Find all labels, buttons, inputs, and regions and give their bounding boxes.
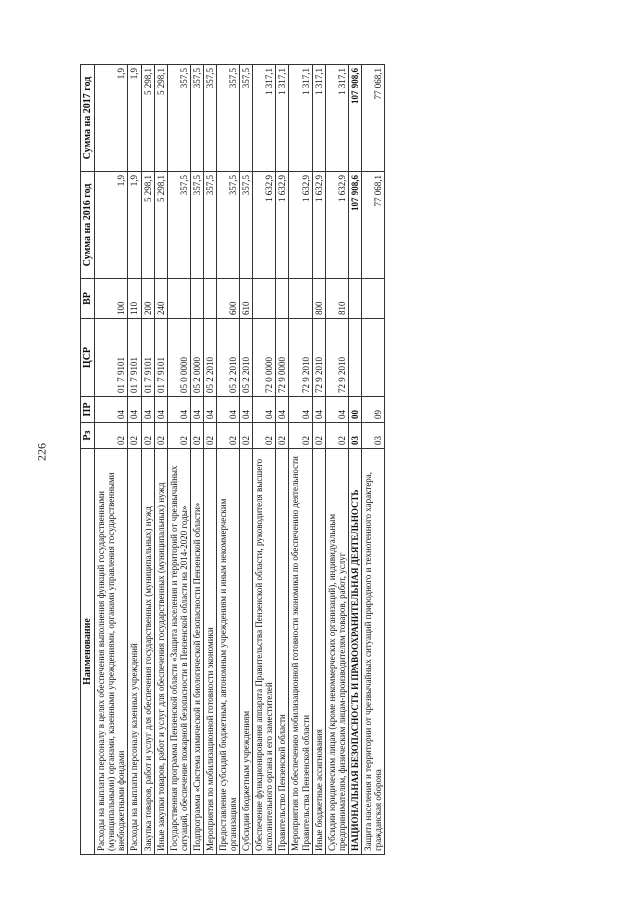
table-row (95, 65, 128, 855)
row-name: Подпрограмма «Система химической и биологической безопасности Пензенской области» (190, 449, 203, 855)
row-vr: 600 (216, 279, 239, 319)
row-sum-2017: 1,9 (95, 65, 128, 172)
row-rz: 02 (276, 423, 289, 449)
row-sum-2017: 357,5 (240, 65, 253, 172)
budget-table (80, 64, 385, 855)
row-csr: 72 0 0000 (253, 319, 276, 397)
row-rz: 02 (253, 423, 276, 449)
header-vr: ВР (81, 279, 95, 319)
row-vr (203, 279, 216, 319)
row-csr: 05 0 0000 (167, 319, 190, 397)
table-row (361, 65, 384, 855)
row-pr: 04 (190, 397, 203, 423)
row-name: Мероприятия по мобилизационной готовности экономики (203, 449, 216, 855)
header-rz: Рз (81, 423, 95, 449)
row-sum-2016: 107 908,6 (348, 172, 361, 279)
row-sum-2017: 1 317,1 (312, 65, 325, 172)
row-sum-2017: 357,5 (203, 65, 216, 172)
row-name: Закупка товаров, работ и услуг для обеспечения государственных (муниципальных) нужд (141, 449, 154, 855)
row-sum-2016: 5 298,1 (154, 172, 167, 279)
row-pr: 04 (128, 397, 141, 423)
row-sum-2017: 1 317,1 (276, 65, 289, 172)
row-name: Обеспечение функционирования аппарата Правительства Пензенской области, руководителя высшего исполнительного органа и его заместителей (253, 449, 276, 855)
row-vr (253, 279, 276, 319)
row-rz: 03 (361, 423, 384, 449)
row-sum-2016: 1 632,9 (289, 172, 312, 279)
row-sum-2016: 1,9 (128, 172, 141, 279)
row-vr: 810 (325, 279, 348, 319)
row-name: Субсидии юридическим лицам (кроме некоммерческих организаций), индивидуальным предпринимателям, физическим лицам-производителям товаров, работ, услуг (325, 449, 348, 855)
row-rz: 02 (190, 423, 203, 449)
row-vr: 110 (128, 279, 141, 319)
row-name: Мероприятия по обеспечению мобилизационной готовности экономики по обеспечению деятельности Правительства Пензенской области (289, 449, 312, 855)
table-row (276, 65, 289, 855)
row-sum-2017: 1 317,1 (289, 65, 312, 172)
row-rz: 02 (141, 423, 154, 449)
row-csr: 05 2 2010 (216, 319, 239, 397)
row-name: Расходы на выплаты персоналу казенных учреждений (128, 449, 141, 855)
table-header-row (81, 65, 95, 855)
row-rz: 02 (154, 423, 167, 449)
row-pr: 04 (240, 397, 253, 423)
row-csr: 05 2 2010 (203, 319, 216, 397)
row-csr: 01 7 9101 (95, 319, 128, 397)
table-row (325, 65, 348, 855)
row-vr (276, 279, 289, 319)
row-name: НАЦИОНАЛЬНАЯ БЕЗОПАСНОСТЬ И ПРАВООХРАНИТЕЛЬНАЯ ДЕЯТЕЛЬНОСТЬ (348, 449, 361, 855)
row-sum-2016: 357,5 (190, 172, 203, 279)
row-rz: 02 (203, 423, 216, 449)
table-row (128, 65, 141, 855)
row-vr (289, 279, 312, 319)
row-pr: 04 (276, 397, 289, 423)
row-name: Субсидии бюджетным учреждениям (240, 449, 253, 855)
table-row-section-total (348, 65, 361, 855)
row-pr: 09 (361, 397, 384, 423)
row-csr: 01 7 9101 (154, 319, 167, 397)
row-vr (190, 279, 203, 319)
row-sum-2016: 357,5 (216, 172, 239, 279)
row-rz: 02 (95, 423, 128, 449)
row-csr: 72 9 2010 (325, 319, 348, 397)
row-sum-2016: 1,9 (95, 172, 128, 279)
header-sum-2017: Сумма на 2017 год (81, 65, 95, 172)
table-row (203, 65, 216, 855)
row-sum-2017: 357,5 (167, 65, 190, 172)
row-name: Предоставление субсидий бюджетным, автономным учреждениям и иным некоммерческим организациям (216, 449, 239, 855)
row-name: Расходы на выплаты персоналу в целях обеспечения выполнения функций государственными (муниципальными) органами, казенными учреждениями, органами управления государственными внебюджетными фондами (95, 449, 128, 855)
row-name: Защита населения и территории от чрезвычайных ситуаций природного и техногенного характера, гражданская оборона (361, 449, 384, 855)
row-sum-2017: 1,9 (128, 65, 141, 172)
row-vr: 100 (95, 279, 128, 319)
row-vr (167, 279, 190, 319)
row-vr: 610 (240, 279, 253, 319)
row-rz: 02 (128, 423, 141, 449)
header-name: Наименование (81, 449, 95, 855)
row-vr (348, 279, 361, 319)
row-name: Государственная программа Пензенской области «Защита населения и территорий от чрезвычайных ситуаций, обеспечение пожарной безопасности в Пензенской области на 2014-2020 годы» (167, 449, 190, 855)
row-pr: 04 (312, 397, 325, 423)
row-vr (361, 279, 384, 319)
row-sum-2016: 1 632,9 (253, 172, 276, 279)
row-rz: 02 (216, 423, 239, 449)
row-vr: 240 (154, 279, 167, 319)
row-name: Иные бюджетные ассигнования (312, 449, 325, 855)
row-csr: 05 2 0000 (190, 319, 203, 397)
rotated-page-content (80, 65, 550, 855)
row-csr: 72 9 2010 (312, 319, 325, 397)
row-pr: 04 (216, 397, 239, 423)
row-sum-2016: 77 068,1 (361, 172, 384, 279)
row-pr: 04 (289, 397, 312, 423)
table-row (216, 65, 239, 855)
row-pr: 04 (154, 397, 167, 423)
row-pr: 00 (348, 397, 361, 423)
row-rz: 02 (167, 423, 190, 449)
header-csr: ЦСР (81, 319, 95, 397)
row-sum-2016: 357,5 (203, 172, 216, 279)
row-rz: 02 (289, 423, 312, 449)
row-sum-2017: 1 317,1 (325, 65, 348, 172)
header-pr: ПР (81, 397, 95, 423)
row-csr: 05 2 2010 (240, 319, 253, 397)
row-rz: 02 (312, 423, 325, 449)
table-row (167, 65, 190, 855)
row-sum-2016: 357,5 (167, 172, 190, 279)
row-sum-2017: 5 298,1 (141, 65, 154, 172)
row-csr (361, 319, 384, 397)
row-name: Правительство Пензенской области (276, 449, 289, 855)
row-sum-2017: 77 068,1 (361, 65, 384, 172)
table-row (240, 65, 253, 855)
row-name: Иные закупки товаров, работ и услуг для обеспечения государственных (муниципальных) нужд (154, 449, 167, 855)
table-row (154, 65, 167, 855)
row-sum-2017: 107 908,6 (348, 65, 361, 172)
row-sum-2016: 5 298,1 (141, 172, 154, 279)
row-pr: 04 (141, 397, 154, 423)
row-csr: 01 7 9101 (141, 319, 154, 397)
row-csr: 72 9 2010 (289, 319, 312, 397)
row-pr: 04 (253, 397, 276, 423)
table-row (141, 65, 154, 855)
row-csr: 01 7 9101 (128, 319, 141, 397)
header-sum-2016: Сумма на 2016 год (81, 172, 95, 279)
row-sum-2017: 357,5 (216, 65, 239, 172)
row-rz: 02 (240, 423, 253, 449)
row-sum-2016: 1 632,9 (276, 172, 289, 279)
row-sum-2017: 357,5 (190, 65, 203, 172)
row-sum-2016: 1 632,9 (312, 172, 325, 279)
table-row (312, 65, 325, 855)
row-pr: 04 (167, 397, 190, 423)
row-vr: 200 (141, 279, 154, 319)
row-sum-2016: 357,5 (240, 172, 253, 279)
row-rz: 03 (348, 423, 361, 449)
table-row (289, 65, 312, 855)
row-rz: 02 (325, 423, 348, 449)
row-sum-2017: 5 298,1 (154, 65, 167, 172)
row-pr: 04 (95, 397, 128, 423)
row-csr: 72 9 0000 (276, 319, 289, 397)
row-csr (348, 319, 361, 397)
page-number: 226 (34, 443, 49, 461)
table-row (190, 65, 203, 855)
row-pr: 04 (203, 397, 216, 423)
row-vr: 800 (312, 279, 325, 319)
row-sum-2017: 1 317,1 (253, 65, 276, 172)
row-sum-2016: 1 632,9 (325, 172, 348, 279)
row-pr: 04 (325, 397, 348, 423)
table-row (253, 65, 276, 855)
